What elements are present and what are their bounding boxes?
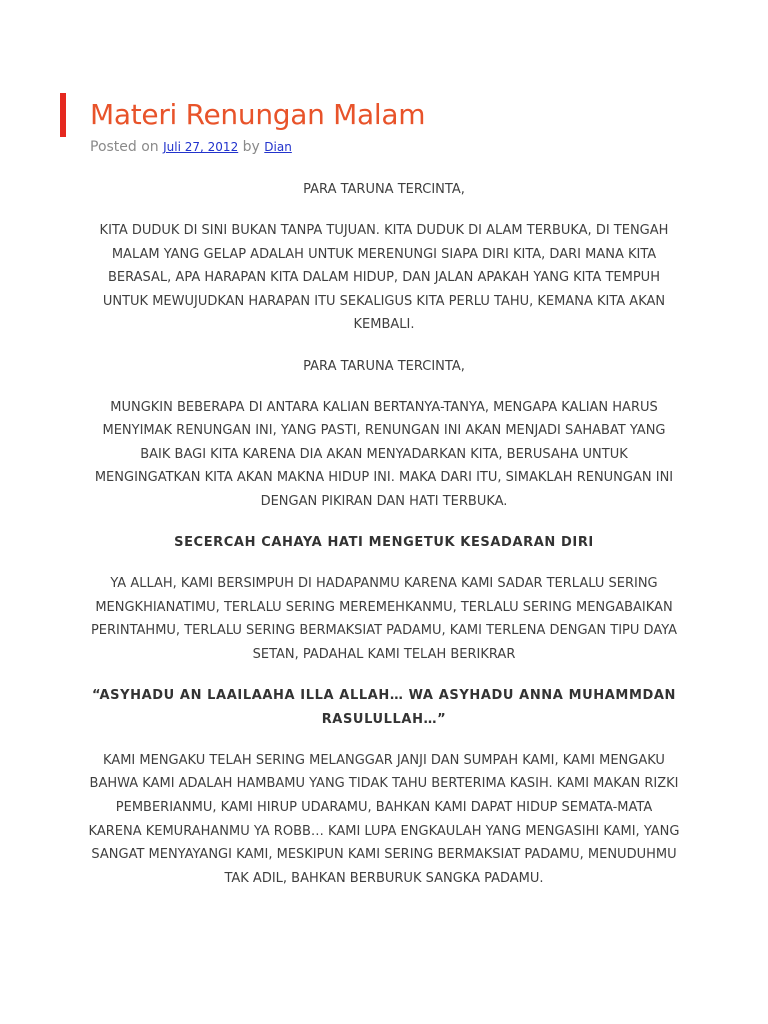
salutation-2: PARA TARUNA TERCINTA,: [303, 358, 465, 374]
paragraph-purpose: MUNGKIN BEBERAPA DI ANTARA KALIAN BERTANYA-TANYA, MENGAPA KALIAN HARUS MENYIMAK RENUNGAN INI, YANG PASTI, RENUNGAN INI AKAN MENJADI SAHABAT YANG BAIK BAGI KITA KARENA DIA AKAN MENYADARKAN KITA, BERUSAHA UNTUK MENGINGATKAN KITA AKAN MAKNA HIDUP INI. MAKA DARI ITU, SIMAKLAH RENUNGAN INI DENGAN PIKIRAN DAN HATI TERBUKA.: [94, 399, 674, 510]
posted-on-label: Posted on: [90, 139, 159, 155]
section-heading: SECERCAH CAHAYA HATI MENGETUK KESADARAN DIRI: [174, 535, 594, 551]
paragraph-prayer: YA ALLAH, KAMI BERSIMPUH DI HADAPANMU KARENA KAMI SADAR TERLALU SERING MENGKHIANATIMU, TERLALU SERING MEREMEHKANMU, TERLALU SERING MENGABAIKAN PERINTAHMU, TERLALU SERING BERMAKSIAT PADAMU, KAMI TERLENA DENGAN TIPU DAYA SETAN, PADAHAL KAMI TELAH BERIKRAR: [90, 576, 678, 662]
post-date-link[interactable]: Juli 27, 2012: [163, 140, 239, 154]
title-accent-bar: [60, 93, 66, 137]
shahada-quote: “ASYHADU AN LAAILAAHA ILLA ALLAH… WA ASYHADU ANNA MUHAMMDAN RASULULLAH…”: [91, 688, 677, 727]
paragraph-confession: KAMI MENGAKU TELAH SERING MELANGGAR JANJI DAN SUMPAH KAMI, KAMI MENGAKU BAHWA KAMI ADALAH HAMBAMU YANG TIDAK TAHU BERTERIMA KASIH. KAMI MAKAN RIZKI PEMBERIANMU, KAMI HIRUP UDARAMU, BAHKAN KAMI DAPAT HIDUP SEMATA-MATA KARENA KEMURAHANMU YA ROBB… KAMI LUPA ENGKAULAH YANG MENGASIHI KAMI, YANG SANGAT MENYAYANGI KAMI, MESKIPUN KAMI SERING BERMAKSIAT PADAMU, MENUDUHMU TAK ADIL, BAHKAN BERBURUK SANGKA PADAMU.: [88, 752, 680, 886]
paragraph-intro: KITA DUDUK DI SINI BUKAN TANPA TUJUAN. KITA DUDUK DI ALAM TERBUKA, DI TENGAH MALAM YANG GELAP ADALAH UNTUK MERENUNGI SIAPA DIRI KITA, DARI MANA KITA BERASAL, APA HARAPAN KITA DALAM HIDUP, DAN JALAN APAKAH YANG KITA TEMPUH UNTUK MEWUJUDKAN HARAPAN ITU SEKALIGUS KITA PERLU TAHU, KEMANA KITA AKAN KEMBALI.: [99, 223, 669, 333]
salutation-1: PARA TARUNA TERCINTA,: [303, 182, 465, 197]
post-meta: [90, 138, 292, 156]
by-label: by: [242, 139, 260, 155]
author-link[interactable]: Dian: [264, 140, 292, 154]
post-title: Materi Renungan Malam: [90, 98, 426, 131]
post-content: [88, 178, 680, 908]
